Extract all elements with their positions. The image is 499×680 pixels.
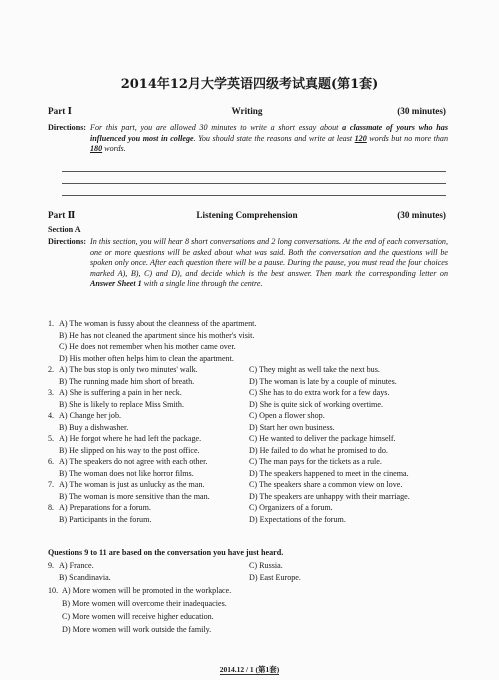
essay-topic: a classmate of yours who has influenced you most in college	[90, 123, 448, 143]
choice: C) He does not remember when his mother came over.	[59, 342, 236, 351]
choice: A) The woman is fussy about the cleanness of the apartment.	[59, 319, 257, 328]
choice: A) Preparations for a forum.	[59, 503, 151, 512]
choice: C) Russia.	[249, 561, 283, 570]
page-number: 2014.12 / 1 (第1套)	[219, 665, 280, 674]
choice: A) The woman is just as unlucky as the man.	[59, 480, 205, 489]
writing-line	[62, 195, 446, 196]
max-words: 180	[90, 144, 103, 154]
part2-directions	[48, 237, 448, 290]
choice: B) The woman is more sensitive than the man.	[59, 491, 210, 501]
choice: C) She has to do extra work for a few days.	[249, 388, 390, 397]
choice: B) Participants in the forum.	[59, 514, 152, 524]
question-row	[48, 492, 448, 503]
choice: B) He has not cleaned the apartment since his mother's visit.	[59, 330, 255, 340]
choice: C) The man pays for the tickets as a rule.	[249, 457, 382, 466]
question-row	[48, 400, 448, 411]
question-row: 1. A) The woman is fussy about the cleanness of the apartment.	[48, 319, 257, 328]
choice: C) The speakers share a common view on love.	[249, 480, 403, 489]
choice: B) More women will overcome their inadequacies.	[62, 599, 227, 608]
directions-label: Directions:	[48, 237, 87, 246]
page-title: 2014年12月大学英语四级考试真题(第1套)	[120, 77, 379, 92]
question-row: 3. A) She is suffering a pain in her neck. C) She has to do extra work for a few days.	[48, 388, 390, 397]
writing-line	[62, 171, 446, 172]
question-row: 9. A) France. C) Russia.	[48, 561, 283, 570]
part1-directions-text: For this part, you are allowed 30 minutes to write a short essay about a classmate of yours who has influenced you most in college. You should state the reasons and write at least 120 words but no more than 180 words.	[90, 123, 448, 154]
question-row	[48, 515, 448, 526]
choice: B) The running made him short of breath.	[59, 376, 195, 386]
choice: C) Organizers of a forum.	[249, 503, 333, 512]
question-row: 8. A) Preparations for a forum. C) Organizers of a forum.	[48, 503, 333, 512]
question-row: 6. A) The speakers do not agree with each other. C) The man pays for the tickets as a rule.	[48, 457, 382, 466]
question-row	[48, 446, 448, 457]
question-row: 4. A) Change her job. C) Open a flower shop.	[48, 411, 325, 420]
question-row	[48, 331, 448, 342]
questions-header: Questions 9 to 11 are based on the conversation you have just heard.	[48, 548, 284, 557]
part2-time: (30 minutes)	[397, 210, 446, 220]
choice: A) Change her job.	[59, 411, 122, 420]
question-row	[48, 423, 448, 434]
question-row: 2. A) The bus stop is only two minutes' walk. C) They might as well take the next bus.	[48, 365, 380, 374]
choice: D) East Europe.	[249, 573, 301, 582]
choice: C) They might as well take the next bus.	[249, 365, 380, 374]
choice: D) The woman is late by a couple of minutes.	[249, 376, 397, 386]
part1-name: Writing	[231, 106, 263, 116]
question-row	[48, 342, 448, 353]
choice: D) More women will work outside the family.	[62, 625, 212, 634]
choice: B) She is likely to replace Miss Smith.	[59, 399, 184, 409]
writing-line	[62, 183, 446, 184]
part1-label: Part Ⅰ	[48, 106, 72, 116]
choice: D) Expectations of the forum.	[249, 514, 346, 524]
choice: B) Scandinavia.	[59, 573, 111, 582]
choice: A) France.	[59, 561, 94, 570]
question-row	[48, 612, 448, 623]
choice: D) Start her own business.	[249, 422, 335, 432]
answer-sheet-ref: Answer Sheet 1	[90, 279, 142, 289]
page-footer	[0, 665, 499, 675]
choice: A) The speakers do not agree with each other.	[59, 457, 208, 466]
question-row	[48, 469, 448, 480]
choice: C) Open a flower shop.	[249, 411, 325, 420]
min-words: 120	[354, 133, 367, 143]
choice: A) More women will be promoted in the workplace.	[62, 586, 232, 595]
section-label: Section A	[48, 225, 81, 234]
directions-label: Directions:	[48, 123, 87, 132]
part2-label: Part Ⅱ	[48, 210, 76, 220]
question-row: 10. A) More women will be promoted in the workplace.	[48, 586, 232, 595]
part2-directions-text: In this section, you will hear 8 short conversations and 2 long conversations. At the end of each conversation, one or more questions will be asked about what was said. Both the conversation and the questions will be spoken only once. After each question there will be a pause. During the pause, you must read the four choices marked A), B), C) and D), and decide which is the best answer. Then mark the corresponding letter on Answer Sheet 1 with a single line through the centre.	[90, 237, 448, 289]
part2-name: Listening Comprehension	[196, 210, 298, 220]
part1-time: (30 minutes)	[397, 106, 446, 116]
choice: B) Buy a dishwasher.	[59, 422, 129, 432]
choice: D) He failed to do what he promised to do.	[249, 445, 388, 455]
question-row	[48, 599, 448, 610]
choice: D) The speakers happened to meet in the cinema.	[249, 468, 409, 478]
question-row: 5. A) He forgot where he had left the package. C) He wanted to deliver the package himself.	[48, 434, 396, 443]
question-row	[48, 354, 448, 365]
choice: A) He forgot where he had left the package.	[59, 434, 202, 443]
question-row: 7. A) The woman is just as unlucky as the man. C) The speakers share a common view on love.	[48, 480, 403, 489]
question-row	[48, 625, 448, 636]
choice: D) She is quite sick of working overtime.	[249, 399, 383, 409]
choice: D) His mother often helps him to clean the apartment.	[59, 353, 234, 363]
question-row	[48, 377, 448, 388]
choice: A) The bus stop is only two minutes' walk.	[59, 365, 198, 374]
choice: A) She is suffering a pain in her neck.	[59, 388, 182, 397]
choice: D) The speakers are unhappy with their marriage.	[249, 491, 410, 501]
choice: B) The woman does not like horror films.	[59, 468, 194, 478]
choice: B) He slipped on his way to the post office.	[59, 445, 200, 455]
question-row	[48, 573, 448, 584]
choice: C) More women will receive higher education.	[62, 612, 214, 621]
choice: C) He wanted to deliver the package himself.	[249, 434, 396, 443]
part1-directions	[48, 123, 448, 155]
